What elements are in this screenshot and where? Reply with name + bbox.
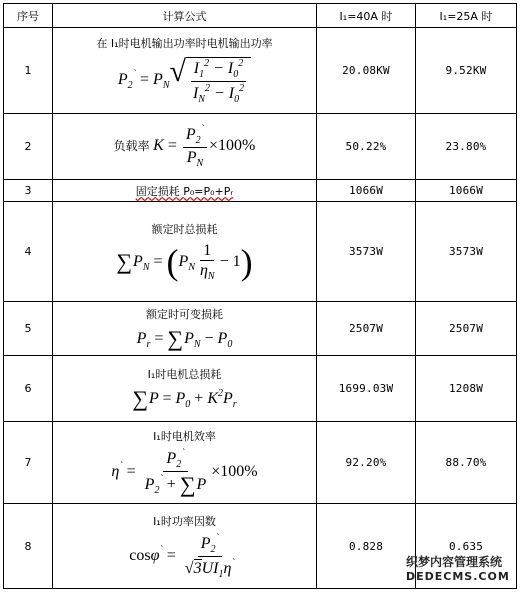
header-formula: 计算公式 xyxy=(53,4,317,28)
formula-title: I₁时功率因数 xyxy=(153,514,216,528)
formula-title: I₁时电机总损耗 xyxy=(147,367,222,381)
formula-title: 在 I₁时电机输出功率时电机输出功率 xyxy=(96,36,273,50)
calculation-table xyxy=(3,3,517,589)
value-40a: 2507W xyxy=(317,302,416,356)
row-number: 3 xyxy=(4,180,53,202)
formula-motor-total-loss: $\sum P = P_0 + K^2P_r$ xyxy=(132,385,237,411)
table-row xyxy=(4,114,517,180)
table-header-row xyxy=(4,4,517,28)
value-25a: 1208W xyxy=(416,356,517,422)
row-number: 6 xyxy=(4,356,53,422)
value-25a: 23.80% xyxy=(416,114,517,180)
formula-cell xyxy=(53,356,317,422)
value-25a: 3573W xyxy=(416,202,517,302)
table-row xyxy=(4,28,517,114)
formula-cell xyxy=(53,202,317,302)
formula-cell xyxy=(53,422,317,504)
value-40a: 50.22% xyxy=(317,114,416,180)
formula-cell xyxy=(53,504,317,589)
formula-title: 额定时总损耗 xyxy=(151,222,218,236)
row-number: 8 xyxy=(4,504,53,589)
table-row xyxy=(4,356,517,422)
table-row xyxy=(4,180,517,202)
formula-output-power: $P_2^` = P_N$ √ $\frac{I_1^2 - I_0^2}{I_N^2 - I_0^2}$ xyxy=(118,71,251,88)
value-25a: 2507W xyxy=(416,302,517,356)
formula-cell xyxy=(53,180,317,202)
value-25a: 0.635 xyxy=(416,504,517,589)
formula-title: 额定时可变损耗 xyxy=(146,307,223,321)
value-25a: 9.52KW xyxy=(416,28,517,114)
formula-title: I₁时电机效率 xyxy=(153,429,216,443)
formula-variable-loss: $P_r = \sum P_N - P_0$ xyxy=(136,325,233,351)
formula-load-rate: K = $\frac{P_2^`}{P_N}$ ×100% xyxy=(153,124,256,169)
row-number: 7 xyxy=(4,422,53,504)
watermark-logo xyxy=(406,553,516,593)
header-i1-25a: I₁=25A 时 xyxy=(416,4,517,28)
row-number: 2 xyxy=(4,114,53,180)
watermark-line2: DEDECMS.COM xyxy=(406,570,510,583)
formula-cell xyxy=(53,28,317,114)
watermark-line1: 织梦内容管理系统 xyxy=(406,555,503,569)
header-i1-40a: I₁=40A 时 xyxy=(317,4,416,28)
formula-total-loss: $\sum P_N = (P_N$ $\frac{1}{\eta_N}$ − 1) xyxy=(116,241,253,283)
formula-title: 负载率 xyxy=(113,139,150,154)
row-number: 4 xyxy=(4,202,53,302)
table-row xyxy=(4,422,517,504)
value-25a: 1066W xyxy=(416,180,517,202)
value-40a: 92.20% xyxy=(317,422,416,504)
formula-title: 固定损耗 P₀=P₀+Pᵣ xyxy=(135,184,234,198)
table-row xyxy=(4,202,517,302)
value-40a: 1699.03W xyxy=(317,356,416,422)
row-number: 5 xyxy=(4,302,53,356)
value-40a: 1066W xyxy=(317,180,416,202)
value-40a: 3573W xyxy=(317,202,416,302)
header-no: 序号 xyxy=(4,4,53,28)
formula-cell xyxy=(53,302,317,356)
formula-power-factor: cosφ` = $\frac{P_2^`}{√3UI_1\eta^`}$ xyxy=(129,532,235,580)
formula-motor-efficiency: η` = $\frac{P_2^`}{P_2^` + \sum P}$ ×100% xyxy=(111,447,258,497)
value-40a: 20.08KW xyxy=(317,28,416,114)
value-25a: 88.70% xyxy=(416,422,517,504)
formula-cell xyxy=(53,114,317,180)
value-40a: 0.828 xyxy=(317,504,416,589)
row-number: 1 xyxy=(4,28,53,114)
table-row xyxy=(4,302,517,356)
